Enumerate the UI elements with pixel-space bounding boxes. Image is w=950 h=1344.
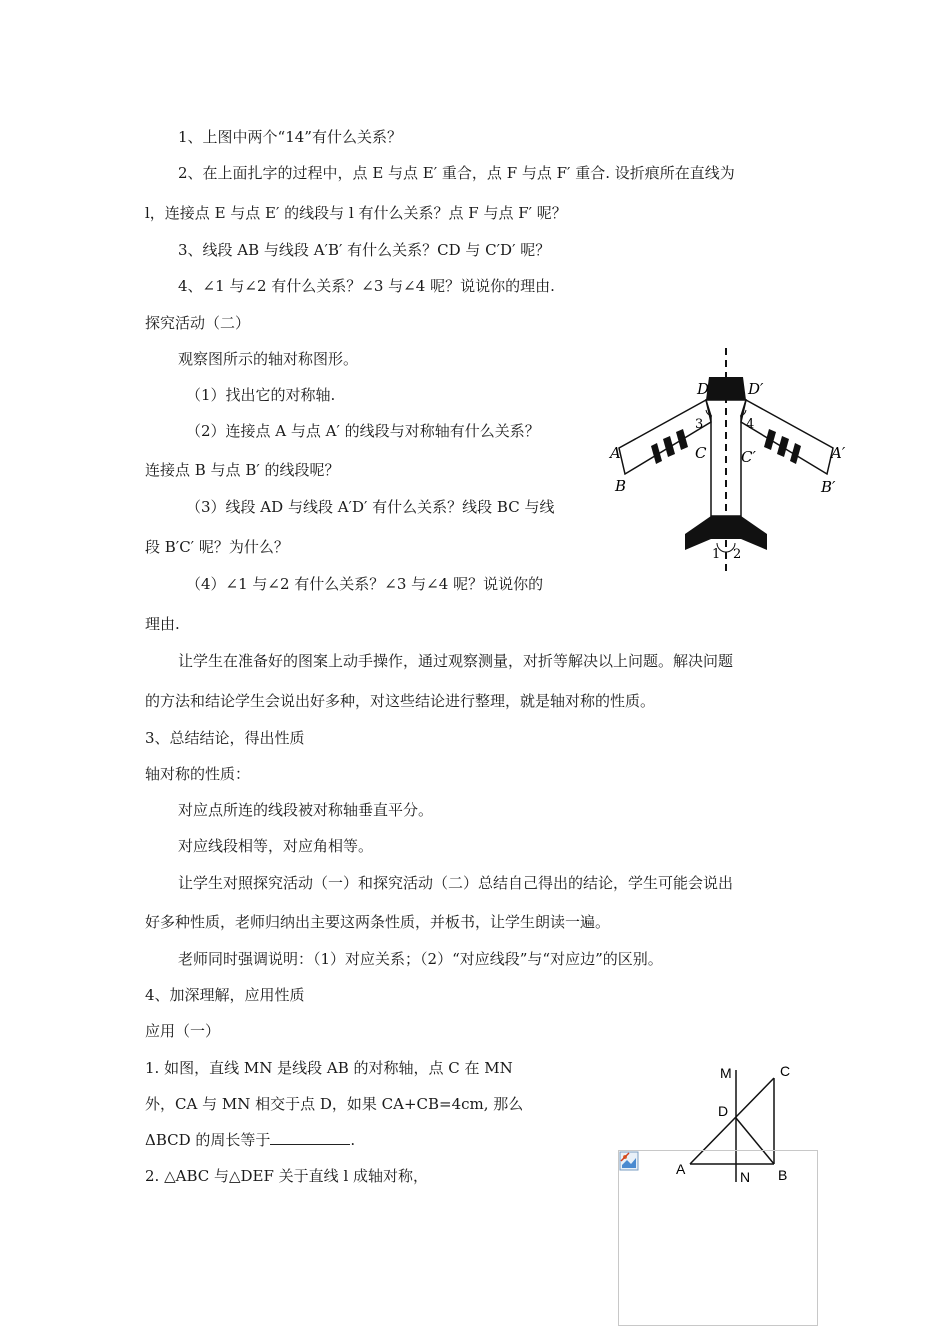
label-D: D <box>697 380 710 398</box>
exercise-2: 2. △ABC 与△DEF 关于直线 l 成轴对称， <box>145 1167 429 1185</box>
left-wing-stripes <box>651 429 688 464</box>
label-C: C <box>780 1063 791 1079</box>
label-B: B <box>778 1167 788 1183</box>
body-paragraph-line-2: 的方法和结论学生会说出好多种，对这些结论进行整理，就是轴对称的性质。 <box>145 692 656 710</box>
label-C-prime: C′ <box>741 448 756 466</box>
activity-2-part-4-line-2: 理由. <box>145 615 180 633</box>
exercise-1-period: . <box>350 1131 356 1149</box>
question-1: 1、上图中两个“14”有什么关系？ <box>178 128 402 146</box>
exercise-1-line-2: 外，CA 与 MN 相交于点 D，如果 CA+CB=4cm, 那么 <box>145 1095 524 1113</box>
label-C: C <box>695 444 707 462</box>
activity-2-part-2-line-2: 连接点 B 与点 B′ 的线段呢？ <box>145 461 340 479</box>
label-A: A <box>676 1161 686 1177</box>
exercise-1-text: ΔBCD 的周长等于 <box>145 1131 271 1149</box>
section-3-paragraph-line-2: 好多种性质，老师归纳出主要这两条性质，并板书，让学生朗读一遍。 <box>145 913 611 931</box>
label-A-prime: A′ <box>831 444 846 462</box>
label-4: 4 <box>746 417 755 432</box>
label-3: 3 <box>695 417 704 432</box>
section-3-subheading: 轴对称的性质： <box>145 765 251 783</box>
label-1: 1 <box>712 547 721 562</box>
activity-2-part-1: （1）找出它的对称轴. <box>186 386 336 404</box>
exercise-1-line-1: 1. 如图，直线 MN 是线段 AB 的对称轴，点 C 在 MN <box>145 1059 513 1077</box>
activity-2-intro: 观察图所示的轴对称图形。 <box>178 350 359 368</box>
cockpit <box>706 377 746 400</box>
broken-image-icon <box>619 1151 639 1171</box>
label-D-prime: D′ <box>748 380 764 398</box>
activity-2-part-3-line-1: （3）线段 AD 与线段 A′D′ 有什么关系？线段 BC 与线 <box>186 498 555 516</box>
label-M: M <box>720 1065 732 1081</box>
section-3-emphasis: 老师同时强调说明：（1）对应关系；（2）“对应线段”与“对应边”的区别。 <box>178 950 663 968</box>
left-wing <box>619 400 711 474</box>
question-4: 4、∠1 与∠2 有什么关系？∠3 与∠4 呢？说说你的理由. <box>178 277 555 295</box>
activity-2-heading: 探究活动（二） <box>145 314 251 332</box>
body-paragraph-line-1: 让学生在准备好的图案上动手操作，通过观察测量，对折等解决以上问题。解决问题 <box>178 652 734 670</box>
label-A: A <box>610 444 621 462</box>
activity-2-part-2-line-1: （2）连接点 A 与点 A′ 的线段与对称轴有什么关系？ <box>186 422 540 440</box>
question-3: 3、线段 AB 与线段 A′B′ 有什么关系？CD 与 C′D′ 呢？ <box>178 241 551 259</box>
property-1: 对应点所连的线段被对称轴垂直平分。 <box>178 801 434 819</box>
application-heading: 应用（一） <box>145 1022 221 1040</box>
exercise-1-line-3 <box>145 1130 355 1150</box>
label-B-prime: B′ <box>821 478 836 496</box>
activity-2-part-3-line-2: 段 B′C′ 呢？为什么？ <box>145 538 289 556</box>
section-3-heading: 3、总结结论，得出性质 <box>145 729 305 747</box>
section-4-heading: 4、加深理解，应用性质 <box>145 986 305 1004</box>
broken-image-placeholder <box>618 1150 818 1326</box>
airplane-symmetry-figure <box>605 346 855 576</box>
label-B: B <box>615 477 627 495</box>
question-2-line-1: 2、在上面扎字的过程中，点 E 与点 E′ 重合，点 F 与点 F′ 重合. 设折痕所在直线为 <box>178 164 735 182</box>
answer-blank <box>270 1130 350 1145</box>
right-wing-stripes <box>764 429 801 464</box>
question-2-line-2: l，连接点 E 与点 E′ 的线段与 l 有什么关系？点 F 与点 F′ 呢？ <box>145 204 567 222</box>
label-2: 2 <box>733 547 742 562</box>
property-2: 对应线段相等，对应角相等。 <box>178 837 374 855</box>
label-D: D <box>718 1103 729 1119</box>
section-3-paragraph-line-1: 让学生对照探究活动（一）和探究活动（二）总结自己得出的结论，学生可能会说出 <box>178 874 734 892</box>
label-N: N <box>740 1169 751 1185</box>
activity-2-part-4-line-1: （4）∠1 与∠2 有什么关系？∠3 与∠4 呢？说说你的 <box>186 575 544 593</box>
